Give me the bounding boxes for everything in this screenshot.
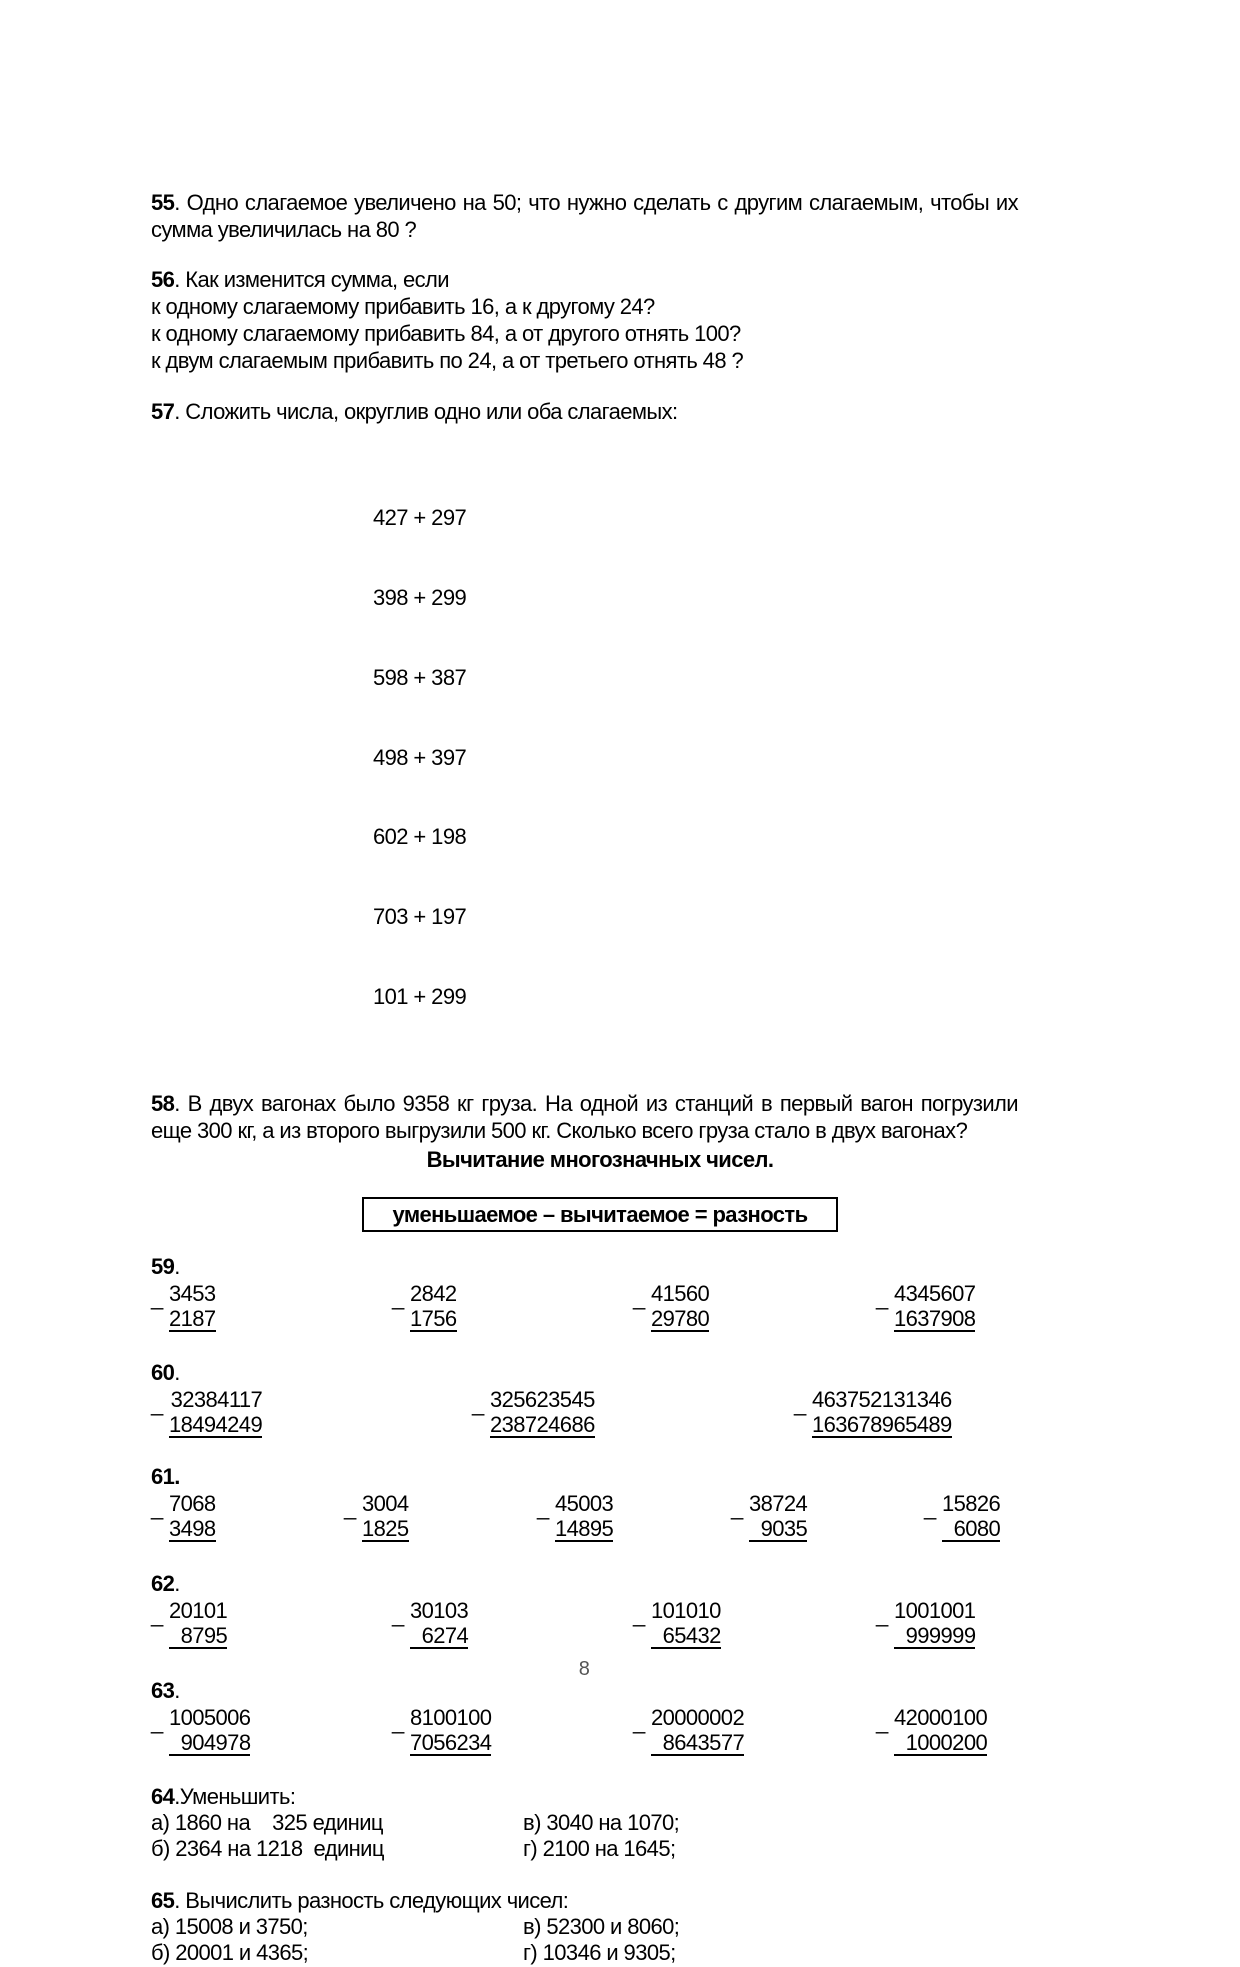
subtrahend: 904978: [169, 1731, 250, 1756]
subtraction-exercise: [392, 1597, 468, 1649]
problem-60: [151, 1359, 1018, 1440]
problem-59: [151, 1253, 1018, 1334]
subtrahend: 2187: [169, 1305, 216, 1331]
subtrahend: 6080: [942, 1517, 1000, 1542]
minus-sign: _: [731, 1494, 743, 1520]
column-subtraction: [894, 1597, 975, 1649]
minuend: 32384117: [170, 1386, 263, 1412]
formula-box: уменьшаемое – вычитаемое = разность: [362, 1197, 838, 1232]
column-subtraction: [410, 1280, 457, 1332]
problem-number-dot: .: [174, 1359, 180, 1385]
addition-item: 427 + 297: [373, 505, 467, 531]
minus-sign: _: [537, 1494, 549, 1520]
problem-label: [151, 1570, 1018, 1597]
minuend: 45003: [555, 1490, 614, 1516]
problem-number: 58: [151, 1090, 175, 1116]
problem-number-dot: .: [174, 1677, 180, 1703]
minus-sign: _: [151, 1284, 163, 1310]
minuend: 15826: [942, 1490, 1001, 1516]
problem-65-item-g: г) 10346 и 9305;: [523, 1940, 676, 1966]
problem-number: 60: [151, 1359, 175, 1385]
minuend: 42000100: [894, 1704, 988, 1730]
column-subtraction: [894, 1704, 987, 1756]
problem-label: [151, 1463, 1018, 1490]
subtrahend: 1637908: [894, 1305, 976, 1331]
subtrahend: 1756: [410, 1305, 457, 1331]
minus-sign: _: [633, 1708, 645, 1734]
addition-item: 398 + 299: [373, 584, 467, 610]
subtraction-exercise: [876, 1704, 987, 1756]
minus-sign: _: [392, 1601, 404, 1627]
minuend: 1005006: [169, 1704, 251, 1730]
subtrahend: 29780: [651, 1305, 710, 1331]
problem-61: [151, 1463, 1018, 1544]
minus-sign: _: [876, 1708, 888, 1734]
problem-65-item-b: б) 20001 и 4365;: [151, 1940, 309, 1966]
subtraction-exercise: [876, 1280, 975, 1332]
minuend: 41560: [651, 1280, 710, 1306]
problem-number: 55: [151, 190, 175, 215]
minuend: 7068: [169, 1490, 216, 1516]
problem-65-item-a: а) 15008 и 3750;: [151, 1913, 308, 1939]
minus-sign: _: [344, 1494, 356, 1520]
problem-64-items: [151, 1810, 1018, 1863]
column-subtraction: [651, 1280, 709, 1332]
minuend: 3004: [362, 1490, 409, 1516]
minuend: 1001001: [894, 1597, 976, 1623]
problem-number: 64: [151, 1783, 175, 1809]
minuend: 3453: [169, 1280, 216, 1306]
minuend: 2842: [410, 1280, 457, 1306]
subtrahend: 999999: [894, 1624, 975, 1649]
subtrahend: 163678965489: [812, 1411, 952, 1437]
minus-sign: _: [151, 1390, 163, 1416]
problem-64-item-v: в) 3040 на 1070;: [523, 1809, 680, 1835]
subtrahend: 9035: [749, 1517, 807, 1542]
minus-sign: _: [633, 1284, 645, 1310]
problem-text: .Уменьшить:: [174, 1783, 296, 1809]
problem-label: [151, 1359, 1018, 1386]
problem-text: . Вычислить разность следующих чисел:: [174, 1887, 569, 1913]
subtraction-exercise: [151, 1704, 250, 1756]
column-subtraction: [651, 1597, 721, 1649]
subtrahend: 7056234: [410, 1729, 492, 1755]
problem-text: . Как изменится сумма, если: [174, 267, 449, 292]
subtraction-row: [151, 1386, 1018, 1440]
column-subtraction: [812, 1386, 952, 1438]
problem-62: [151, 1570, 1018, 1651]
problem-number: 65: [151, 1887, 175, 1913]
minuend: 38724: [749, 1490, 808, 1516]
minus-sign: _: [633, 1601, 645, 1627]
subtraction-exercise: [151, 1386, 262, 1438]
minuend: 101010: [651, 1597, 721, 1623]
problem-line: к одному слагаемому прибавить 84, а от другого отнять 100?: [151, 321, 741, 346]
minuend: 30103: [410, 1597, 469, 1623]
minuend: 4345607: [894, 1280, 976, 1306]
minuend: 20101: [169, 1597, 228, 1623]
subtraction-exercise: [392, 1280, 457, 1332]
subtraction-exercise: [537, 1490, 613, 1542]
column-subtraction: [169, 1704, 250, 1756]
minuend: 8100100: [410, 1704, 492, 1730]
subtrahend: 8795: [169, 1624, 227, 1649]
subtraction-exercise: [876, 1597, 975, 1649]
section-heading: Вычитание многозначных чисел.: [426, 1146, 774, 1172]
problem-65: [151, 1887, 1018, 1914]
subtraction-exercise: [633, 1280, 709, 1332]
addition-item: 101 + 299: [373, 983, 467, 1009]
subtraction-exercise: [151, 1597, 227, 1649]
problem-line: к одному слагаемому прибавить 16, а к другому 24?: [151, 294, 655, 319]
problem-64-item-a: а) 1860 на 325 единиц: [151, 1809, 383, 1835]
column-subtraction: [362, 1490, 409, 1542]
subtraction-exercise: [633, 1704, 744, 1756]
problem-63: [151, 1677, 1018, 1758]
addition-item: 602 + 198: [373, 824, 467, 850]
column-subtraction: [749, 1490, 807, 1542]
minuend: 325623545: [490, 1386, 595, 1412]
subtrahend: 1825: [362, 1515, 409, 1541]
problem-number: 57: [151, 399, 175, 424]
problem-label: [151, 1253, 1018, 1280]
subtraction-row: [151, 1704, 1018, 1758]
subtraction-row: [151, 1597, 1018, 1651]
subtraction-exercise: [392, 1704, 491, 1756]
problem-65-item-v: в) 52300 и 8060;: [523, 1913, 680, 1939]
problem-number: 59: [151, 1253, 175, 1279]
subtrahend: 1000200: [894, 1731, 987, 1756]
minus-sign: _: [151, 1601, 163, 1627]
problem-number: 56: [151, 267, 175, 292]
addition-item: 703 + 197: [373, 904, 467, 930]
subtrahend: 65432: [651, 1624, 721, 1649]
problem-number-dot: .: [174, 1570, 180, 1596]
minus-sign: _: [151, 1494, 163, 1520]
subtrahend: 238724686: [490, 1411, 595, 1437]
subtraction-exercise: [731, 1490, 807, 1542]
column-subtraction: [169, 1490, 216, 1542]
column-subtraction: [894, 1280, 975, 1332]
column-subtraction: [169, 1597, 227, 1649]
problem-56: [151, 266, 1018, 374]
problem-text: . В двух вагонах было 9358 кг груза. На одной из станций в первый вагон погрузили еще 300 кг, а из второго выгрузили 500 кг. Сколько всего груза стало в двух вагонах?: [151, 1090, 1018, 1143]
subtrahend: 14895: [555, 1515, 614, 1541]
minuend: 20000002: [651, 1704, 745, 1730]
problem-number: 62: [151, 1570, 175, 1596]
addition-item: 498 + 397: [373, 744, 467, 770]
problem-64-item-g: г) 2100 на 1645;: [523, 1836, 676, 1862]
subtraction-row: [151, 1280, 1018, 1334]
subtrahend: 3498: [169, 1515, 216, 1541]
column-subtraction: [169, 1386, 262, 1438]
subtraction-exercise: [151, 1280, 216, 1332]
column-subtraction: [942, 1490, 1000, 1542]
column-subtraction: [490, 1386, 595, 1438]
minus-sign: _: [472, 1390, 484, 1416]
minus-sign: _: [794, 1390, 806, 1416]
page-content: [151, 189, 1018, 1967]
subtraction-exercise: [472, 1386, 595, 1438]
problem-57: [151, 398, 1018, 425]
subtraction-exercise: [794, 1386, 952, 1438]
addition-list: [373, 452, 1018, 1064]
problem-number: 61.: [151, 1463, 180, 1489]
minus-sign: _: [392, 1708, 404, 1734]
column-subtraction: [169, 1280, 216, 1332]
problem-text: . Одно слагаемое увеличено на 50; что нужно сделать с другим слагаемым, чтобы их сумма увеличилась на 80 ?: [151, 190, 1018, 242]
problem-number: 63: [151, 1677, 175, 1703]
problem-64: [151, 1783, 1018, 1810]
subtraction-row: [151, 1490, 1018, 1544]
problem-line: к двум слагаемым прибавить по 24, а от третьего отнять 48 ?: [151, 348, 744, 373]
column-subtraction: [410, 1704, 491, 1756]
problem-text: . Сложить числа, округлив одно или оба слагаемых:: [174, 399, 678, 424]
problem-65-items: [151, 1914, 1018, 1967]
problem-55: [151, 189, 1018, 243]
minus-sign: _: [392, 1284, 404, 1310]
subtrahend: 6274: [410, 1624, 468, 1649]
subtraction-exercise: [924, 1490, 1000, 1542]
minus-sign: _: [876, 1284, 888, 1310]
subtrahend: 18494249: [169, 1411, 263, 1437]
subtrahend: 8643577: [651, 1731, 744, 1756]
subtraction-exercise: [344, 1490, 409, 1542]
column-subtraction: [651, 1704, 744, 1756]
problem-64-item-b: б) 2364 на 1218 единиц: [151, 1836, 384, 1862]
minus-sign: _: [876, 1601, 888, 1627]
problem-number-dot: .: [174, 1253, 180, 1279]
minus-sign: _: [924, 1494, 936, 1520]
addition-item: 598 + 387: [373, 664, 467, 690]
minuend: 463752131346: [812, 1386, 952, 1412]
column-subtraction: [410, 1597, 468, 1649]
minus-sign: _: [151, 1708, 163, 1734]
problem-58: [151, 1090, 1018, 1144]
column-subtraction: [555, 1490, 613, 1542]
subtraction-exercise: [633, 1597, 721, 1649]
subtraction-exercise: [151, 1490, 216, 1542]
page-number: 8: [578, 1658, 590, 1680]
